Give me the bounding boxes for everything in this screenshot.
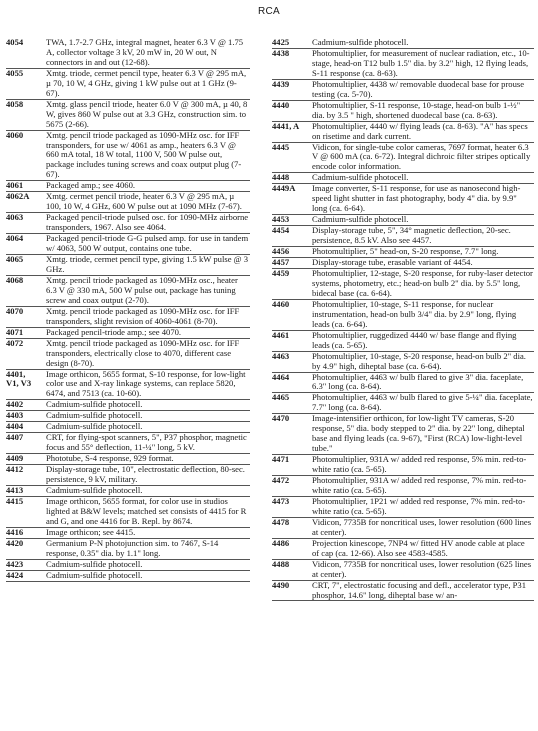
- tube-entry: [6, 307, 250, 328]
- tube-number: 4062A: [6, 191, 30, 202]
- tube-entry: [272, 414, 534, 455]
- tube-number: 4490: [272, 579, 290, 590]
- tube-number: 4471: [272, 454, 290, 465]
- tube-description: Cadmium-sulfide photocell.: [46, 484, 143, 495]
- tube-number: 4401, V1, V3: [6, 368, 32, 389]
- tube-number: 4425: [272, 37, 290, 47]
- tube-description: Photomultiplier, 4463 w/ bulb flared to give 3" dia. faceplate, 6.3" long (ca. 8-64).: [312, 371, 524, 392]
- tube-description: Xmtg. triode, cermet pencil type, heater 6.3 V @ 295 mA, µ 70, 10 W, 4 GHz, giving 1 kW pulse out at 1 GHz (9-67).: [46, 67, 247, 98]
- tube-entry: [272, 497, 534, 518]
- tube-entry: [6, 497, 250, 528]
- tube-number: 4415: [6, 495, 24, 506]
- tube-description: Photomultiplier, 931A w/ added red response, 7% min. red-to-white ratio (ca. 5-65).: [312, 475, 527, 495]
- tube-entry: [272, 393, 534, 414]
- tube-entry: [272, 518, 534, 539]
- tube-number: 4463: [272, 350, 290, 361]
- tube-entry: [6, 131, 250, 182]
- tube-description: Packaged pencil-triode pulsed osc. for 1090-MHz airborne transponders, 1967. Also see 4064.: [46, 212, 249, 233]
- tube-number: 4486: [272, 537, 290, 548]
- tube-description: Xmtg. triode, cermet pencil type, giving 1.5 kW pulse @ 3 GHz.: [46, 254, 249, 274]
- tube-number: 4473: [272, 495, 290, 506]
- tube-entry: [6, 276, 250, 307]
- tube-entry: [272, 184, 534, 215]
- tube-entry: [6, 370, 250, 401]
- tube-entry: [272, 373, 534, 394]
- tube-description: Cadmium-sulfide photocell.: [312, 214, 409, 225]
- tube-number: 4461: [272, 329, 290, 340]
- tube-number: 4440: [272, 99, 290, 110]
- tube-description: Phototube, S-4 response, 929 format.: [46, 453, 174, 464]
- tube-number: 4456: [272, 246, 290, 257]
- tube-number: 4453: [272, 214, 290, 225]
- tube-number: 4060: [6, 129, 24, 140]
- tube-entry: [6, 465, 250, 486]
- tube-description: CRT, for flying-spot scanners, 5", P37 phosphor, magnetic focus and 55° deflection, 11-¼" long, 5 kV.: [46, 432, 247, 453]
- tube-description: CRT, 7", electrostatic focusing and defl., accelerator type, P31 phosphor, 14.6" long, diheptal base w/ an-: [312, 579, 527, 600]
- tube-description: Xmtg. glass pencil triode, heater 6.0 V @ 300 mA, µ 40, 8 W, gives 860 W pulse out at 3.3 GHz, construction sim. to 5675 (2-66).: [46, 98, 248, 129]
- tube-entry: [272, 101, 534, 122]
- right-column: [272, 38, 534, 731]
- tube-description: Packaged pencil-triode amp.; see 4070.: [46, 326, 182, 337]
- tube-entry: [272, 455, 534, 476]
- tube-entry: [6, 433, 250, 454]
- tube-description: Photomultiplier, 10-stage, S-20 response, head-on bulb 2" dia. by 4.9" high, diheptal base (ca. 6-64).: [312, 350, 526, 371]
- tube-entry: [272, 49, 534, 80]
- tube-entry: [272, 352, 534, 373]
- tube-entry: [6, 255, 250, 276]
- tube-number: 4055: [6, 67, 24, 78]
- tube-description: Cadmium-sulfide photocell.: [46, 558, 143, 569]
- tube-number: 4068: [6, 274, 24, 285]
- tube-number: 4054: [6, 37, 24, 47]
- tube-description: Image orthicon; see 4415.: [46, 526, 136, 537]
- tube-description: Cadmium-sulfide photocell.: [312, 172, 409, 183]
- tube-entry: [6, 339, 250, 370]
- tube-description: TWA, 1.7-2.7 GHz, integral magnet, heater 6.3 V @ 1.75 A, collector voltage 3 kV, 20 mW in, 20 W out, N connectors in and out (12-68).: [46, 37, 244, 67]
- tube-number: 4424: [6, 569, 24, 580]
- tube-number: 4407: [6, 432, 24, 443]
- tube-number: 4454: [272, 225, 290, 236]
- tube-number: 4403: [6, 410, 24, 421]
- tube-description: Image converter, S-11 response, for use as nanosecond high-speed light shutter in fast photography, body 4" dia. by 9.9" long (ca. 6-64).: [312, 183, 521, 214]
- tube-description: Photomultiplier, for measurement of nuclear radiation, etc., 10-stage, head-on T12 bulb 1.5" dia. by 3.2" high, 12 flying leads, S-11 response (ca. 8-63).: [312, 47, 530, 78]
- tube-number: 4070: [6, 305, 24, 316]
- tube-entry: [272, 269, 534, 300]
- tube-number: 4072: [6, 337, 24, 348]
- tube-description: Xmtg. pencil triode packaged as 1090-MHz osc., heater 6.3 V @ 330 mA, 500 W pulse out, package has tuning screw and coax output (2-70).: [46, 274, 238, 305]
- tube-description: Germanium P-N photojunction sim. to 7467, S-14 response, 0.35" dia. by 1.1" long.: [46, 537, 219, 558]
- tube-number: 4423: [6, 558, 24, 569]
- tube-entry: [6, 38, 250, 69]
- tube-description: Vidicon, 7735B for noncritical uses, lower resolution (625 lines at center).: [312, 558, 532, 579]
- tube-description: Packaged pencil-triode G-G pulsed amp. for use in tandem w/ 4063, 500 W output, contains one tube.: [46, 233, 249, 254]
- tube-number: 4409: [6, 453, 24, 464]
- tube-entry: [6, 328, 250, 339]
- tube-number: 4448: [272, 172, 290, 183]
- tube-number: 4058: [6, 98, 24, 109]
- tube-description: Display-storage tube, erasable variant of 4454.: [312, 257, 473, 268]
- tube-description: Photomultiplier, 1P21 w/ added red response, 7% min. red-to-white ratio (ca. 5-65).: [312, 495, 526, 516]
- tube-number: 4416: [6, 526, 24, 537]
- tube-number: 4420: [6, 537, 24, 548]
- tube-description: Packaged amp.; see 4060.: [46, 180, 136, 191]
- tube-description: Photomultiplier, 5" head-on, S-20 response, 7.7" long.: [312, 246, 499, 257]
- tube-entry: [6, 539, 250, 560]
- tube-entry: [272, 331, 534, 352]
- tube-description: Cadmium-sulfide photocell.: [46, 569, 143, 580]
- tube-number: 4464: [272, 371, 290, 382]
- tube-description: Image orthicon, 5655 format, S-10 response, for low-light color use and X-ray linkage systems, can replace 5820, 6474, and 7513 (ca. 10-60).: [46, 368, 246, 399]
- tube-description: Photomultiplier, ruggedized 4440 w/ base flange and flying leads (ca. 5-65).: [312, 329, 517, 350]
- tube-description: Xmtg. pencil triode packaged as 1090-MHz osc. for IFF transponders, slight revision of 4060-4061 (8-70).: [46, 305, 240, 326]
- tube-entry: [6, 69, 250, 100]
- tube-number: 4472: [272, 475, 290, 486]
- tube-number: 4071: [6, 326, 24, 337]
- tube-entry: [6, 560, 250, 571]
- tube-entry: [6, 100, 250, 131]
- tube-entry: [6, 234, 250, 255]
- tube-number: 4438: [272, 47, 290, 58]
- tube-description: Vidicon, 7735B for noncritical uses, lower resolution (600 lines at center).: [312, 516, 532, 537]
- tube-number: 4413: [6, 484, 24, 495]
- left-column: [6, 38, 250, 731]
- tube-entry: [6, 571, 250, 582]
- tube-description: Image orthicon, 5655 format, for color use in studios lighted at B&W levels; matched set consists of 4415 for R and G, and one 4416 for B. Repl. by 8674.: [46, 495, 247, 526]
- tube-entry: [272, 300, 534, 331]
- tube-entry: [272, 476, 534, 497]
- tube-number: 4488: [272, 558, 290, 569]
- tube-description: Cadmium-sulfide photocell.: [46, 421, 143, 432]
- tube-number: 4449A: [272, 183, 296, 194]
- tube-number: 4064: [6, 233, 24, 244]
- tube-number: 4460: [272, 298, 290, 309]
- tube-entry: [272, 226, 534, 247]
- tube-description: Image-intensifier orthicon, for low-light TV cameras, S-20 response, 5" dia. body stepped to 2" dia. by 22" long, diheptal base and flying leads (ca. 9-67), "First (RCA) low-light-level tube.": [312, 413, 525, 454]
- tube-description: Photomultiplier, 4440 w/ flying leads (ca. 8-63). "A" has specs on risetime and dark current.: [312, 120, 528, 141]
- tube-number: 4063: [6, 212, 24, 223]
- tube-entry: [272, 80, 534, 101]
- tube-description: Cadmium-sulfide photocell.: [46, 399, 143, 410]
- tube-entry: [272, 560, 534, 581]
- tube-number: 4465: [272, 392, 290, 403]
- tube-entry: [6, 213, 250, 234]
- tube-description: Xmtg. cermet pencil triode, heater 6.3 V @ 295 mA, µ 100, 10 W, 4 GHz, 600 W pulse out at 1090 MHz (7-67).: [46, 191, 242, 212]
- tube-description: Cadmium-sulfide photocell.: [46, 410, 143, 421]
- tube-number: 4445: [272, 141, 290, 152]
- tube-description: Xmtg. pencil triode packaged as 1090-MHz osc. for IFF transponders, electrically close to 4070, different case design (8-70).: [46, 337, 240, 368]
- tube-description: Photomultiplier, S-11 response, 10-stage, head-on bulb 1-½" dia. by 3.5 " high, shortened duodecal base (ca. 8-63).: [312, 99, 521, 120]
- tube-description: Photomultiplier, 10-stage, S-11 response, for nuclear instrumentation, head-on bulb 3/4" dia. by 2.9" long, flying leads (ca. 6-64).: [312, 298, 517, 329]
- tube-description: Photomultiplier, 931A w/ added red response, 5% min. red-to-white ratio (ca. 5-65).: [312, 454, 527, 475]
- tube-description: Photomultiplier, 12-stage, S-20 response, for ruby-laser detector systems, photometry, etc.; head-on bulb 2" dia. by 5.5" long, bidecal base (ca. 6-64).: [312, 267, 533, 298]
- tube-description: Xmtg. pencil triode packaged as 1090-MHz osc. for IFF transponders, for use w/ 4061 as amp., heaters 6.3 V @ 660 mA total, 18 W total, 1100 V, 500 W pulse out, package includes tuning screws and coax output plug (7-67).: [46, 129, 242, 180]
- tube-entry: [272, 143, 534, 174]
- tube-description: Projection kinescope, 7NP4 w/ fitted HV anode cable at place of cap (ca. 12-66). Also see 4583-4585.: [312, 537, 525, 558]
- tube-entry: [6, 192, 250, 213]
- tube-description: Vidicon, for single-tube color cameras, 7697 format, heater 6.3 V @ 600 mA (ca. 6-72). Integral dichroic filter stripes optically encode color information.: [312, 141, 531, 172]
- tube-number: 4478: [272, 516, 290, 527]
- tube-description: Photomultiplier, 4438 w/ removable duodecal base for prouse testing (ca. 5-70).: [312, 78, 525, 99]
- tube-entry: [272, 539, 534, 560]
- tube-number: 4404: [6, 421, 24, 432]
- tube-number: 4065: [6, 254, 24, 265]
- tube-number: 4441, A: [272, 120, 300, 131]
- tube-number: 4402: [6, 399, 24, 410]
- page-header: RCA: [257, 6, 280, 17]
- tube-description: Photomultiplier, 4463 w/ bulb flared to give 5-¼" dia. faceplate, 7.7" long (ca. 8-64).: [312, 392, 533, 413]
- tube-entry: [272, 581, 534, 602]
- tube-number: 4459: [272, 267, 290, 278]
- tube-number: 4470: [272, 413, 290, 424]
- tube-description: Display-storage tube, 5", 34° magnetic deflection, 20-sec. persistence, 8.5 kV. Also see 4457.: [312, 225, 511, 246]
- tube-description: Display-storage tube, 10", electrostatic deflection, 80-sec. persistence, 9 kV, military.: [46, 464, 245, 485]
- tube-number: 4412: [6, 464, 24, 475]
- tube-entry: [272, 122, 534, 143]
- tube-number: 4457: [272, 257, 290, 268]
- tube-number: 4061: [6, 180, 24, 191]
- tube-number: 4439: [272, 78, 290, 89]
- tube-description: Cadmium-sulfide photocell.: [312, 37, 409, 47]
